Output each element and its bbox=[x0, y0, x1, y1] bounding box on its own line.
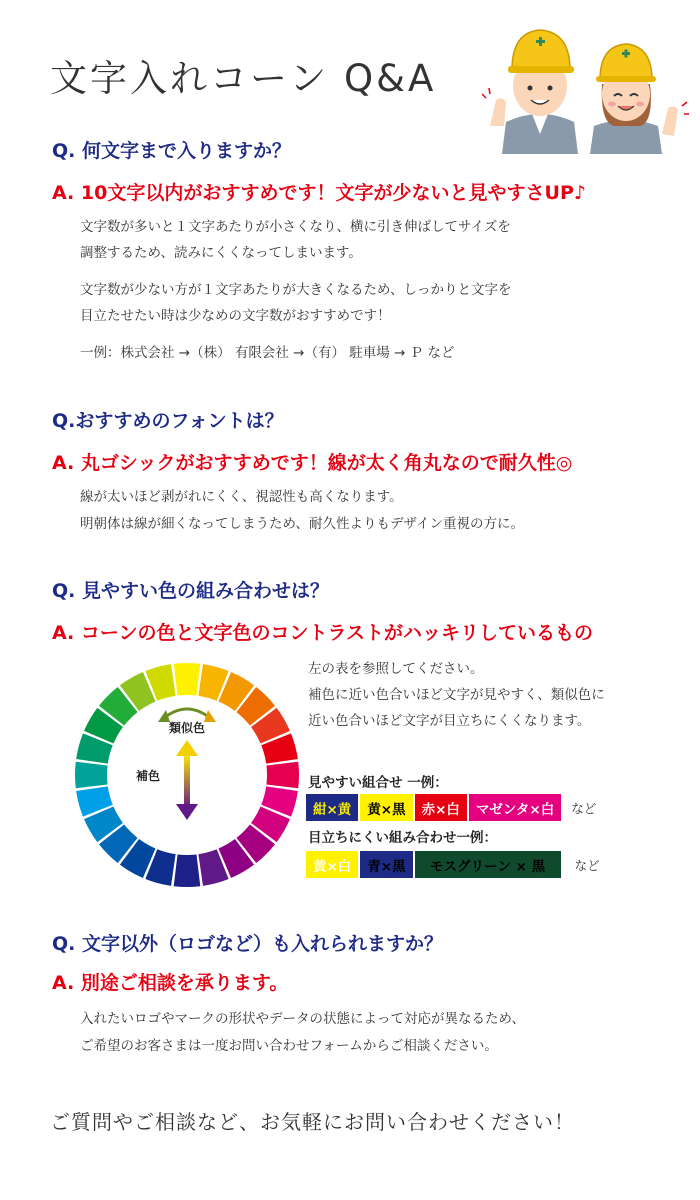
question-heading-font: Q.おすすめのフォントは？ bbox=[52, 410, 284, 432]
question-heading-colors: Q. 見やすい色の組み合わせは？ bbox=[52, 580, 329, 602]
color-wheel-segment bbox=[266, 762, 299, 789]
similar-color-label: 類似色 bbox=[168, 721, 206, 735]
color-wheel bbox=[72, 660, 302, 890]
good-combo-chip: 赤×白 bbox=[415, 794, 467, 821]
good-combos-label: 見やすい組合せ 一例： bbox=[308, 775, 448, 791]
complement-arrow-icon bbox=[176, 740, 198, 820]
bad-combo-chip: 黄×白 bbox=[306, 851, 358, 878]
body-text-line: 調整するため、読みにくくなってしまいます。 bbox=[80, 245, 362, 261]
bad-combo-chip: モスグリーン × 黒 bbox=[415, 851, 561, 878]
body-text-line: 文字数が多いと１文字あたりが小さくなり、横に引き伸ばしてサイズを bbox=[80, 219, 511, 235]
question-heading-logos: Q. 文字以外（ロゴなど）も入れられますか？ bbox=[52, 933, 443, 955]
bad-combos-label: 目立ちにくい組み合わせ一例： bbox=[308, 830, 497, 846]
good-combos-row bbox=[306, 794, 596, 821]
etc-label: など bbox=[571, 800, 597, 816]
color-explanation bbox=[308, 656, 605, 734]
abbreviation-examples: 一例：株式会社 →（株） 有限会社 →（有） 駐車場 → Ｐ など bbox=[80, 345, 455, 361]
color-wheel-segment bbox=[174, 854, 201, 887]
worker-mascots-illustration bbox=[482, 14, 690, 154]
color-explanation-line: 補色に近い色合いほど文字が見やすく、類似色に bbox=[308, 687, 605, 703]
question-heading-character-count: Q. 何文字まで入りますか？ bbox=[52, 140, 291, 162]
color-wheel-segment bbox=[75, 762, 108, 789]
answer-heading-logos: A. 別途ご相談を承ります。 bbox=[52, 972, 289, 994]
bad-combo-chip: 青×黒 bbox=[360, 851, 412, 878]
body-text-line: 目立たせたい時は少なめの文字数がおすすめです！ bbox=[80, 308, 391, 324]
contact-footer: ご質問やご相談など、お気軽にお問い合わせください！ bbox=[50, 1110, 575, 1134]
page-title: 文字入れコーン Q&A bbox=[50, 57, 437, 100]
color-explanation-line: 近い色合いほど文字が目立ちにくくなります。 bbox=[308, 713, 591, 729]
body-text-line: 入れたいロゴやマークの形状やデータの状態によって対応が異なるため、 bbox=[80, 1011, 525, 1027]
color-explanation-line: 左の表を参照してください。 bbox=[308, 661, 484, 677]
answer-heading-colors: A. コーンの色と文字色のコントラストがハッキリしているもの bbox=[52, 622, 593, 644]
answer-heading-character-count: A. 10文字以内がおすすめです！文字が少ないと見やすさUP♪ bbox=[52, 182, 587, 204]
color-wheel-segment bbox=[174, 663, 201, 696]
etc-label: など bbox=[574, 857, 600, 873]
male-worker bbox=[482, 30, 578, 154]
good-combo-chip: 紺×黄 bbox=[306, 794, 358, 821]
body-text-line: 文字数が少ない方が１文字あたりが大きくなるため、しっかりと文字を bbox=[80, 282, 512, 298]
body-text-line: 線が太いほど剥がれにくく、視認性も高くなります。 bbox=[80, 489, 403, 505]
complement-color-label: 補色 bbox=[135, 769, 161, 783]
body-text-line: 明朝体は線が細くなってしまうため、耐久性よりもデザイン重視の方に。 bbox=[80, 516, 525, 532]
answer-heading-font: A. 丸ゴシックがおすすめです！線が太く角丸なので耐久性◎ bbox=[52, 452, 573, 474]
bad-combos-row bbox=[306, 851, 600, 878]
female-worker bbox=[590, 44, 689, 154]
good-combo-chip: 黄×黒 bbox=[360, 794, 412, 821]
good-combo-chip: マゼンタ×白 bbox=[469, 794, 561, 821]
body-text-line: ご希望のお客さまは一度お問い合わせフォームからご相談ください。 bbox=[80, 1038, 498, 1054]
